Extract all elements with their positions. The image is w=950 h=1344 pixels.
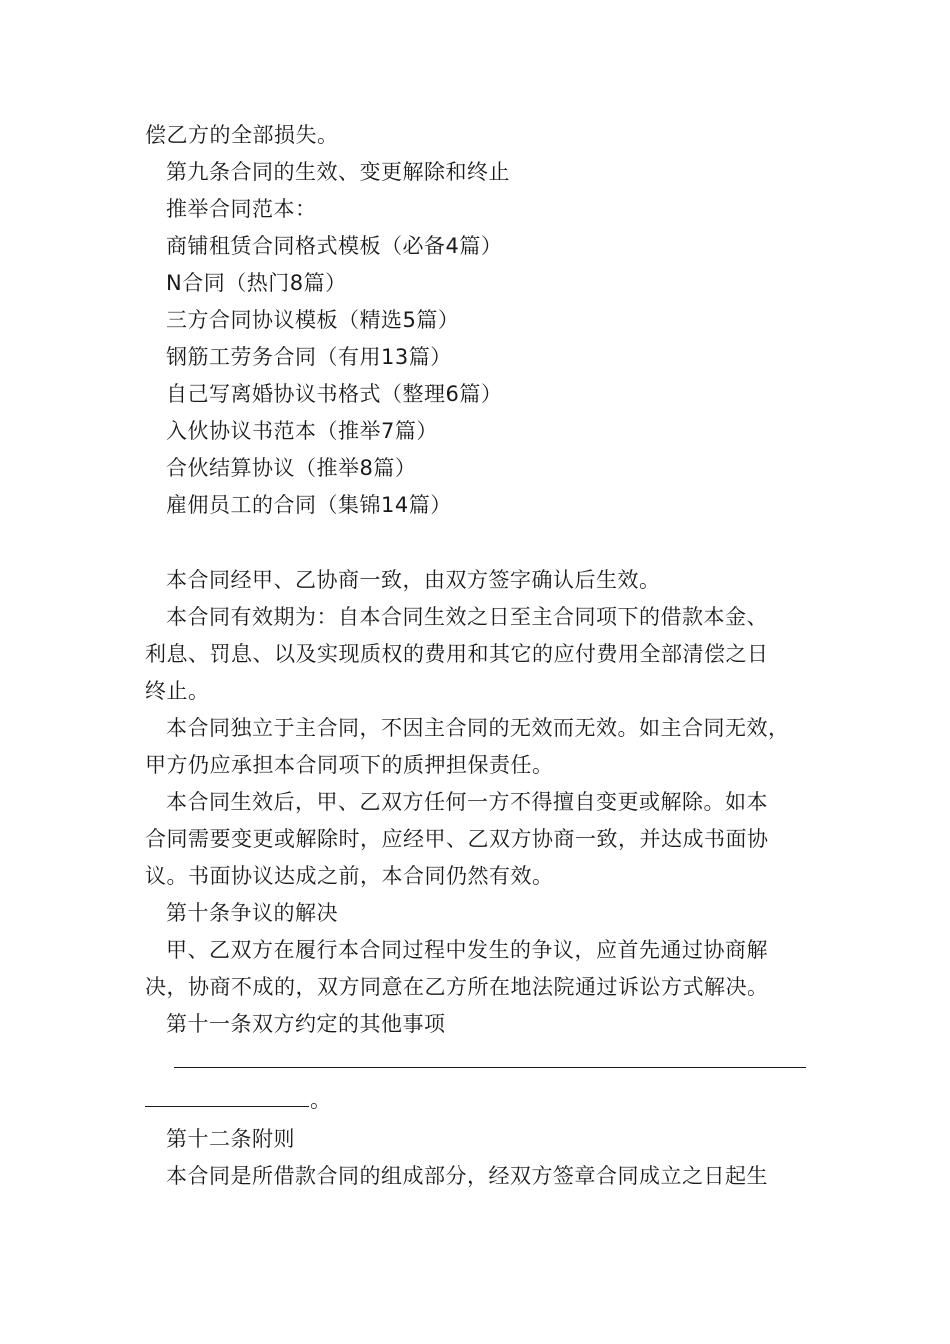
- recommend-item: 商铺租赁合同格式模板（必备4篇）: [166, 234, 503, 258]
- recommend-item: 合伙结算协议（推举8篇）: [166, 456, 417, 480]
- article-12-heading: 第十二条附则: [166, 1127, 295, 1151]
- paragraph-line: 决，协商不成的，双方同意在乙方所在地法院通过诉讼方式解决。: [145, 975, 769, 999]
- recommend-item: 自己写离婚协议书格式（整理6篇）: [166, 382, 503, 406]
- blank-fill-line: [145, 1106, 309, 1107]
- article-11-heading: 第十一条双方约定的其他事项: [166, 1012, 446, 1036]
- recommend-item: 三方合同协议模板（精选5篇）: [166, 308, 460, 332]
- paragraph-line: 本合同独立于主合同，不因主合同的无效而无效。如主合同无效，: [166, 716, 790, 740]
- paragraph-line: 终止。: [145, 679, 210, 703]
- recommend-item: 钢筋工劳务合同（有用13篇）: [166, 345, 452, 369]
- period-mark: 。: [310, 1088, 332, 1112]
- recommend-item: 入伙协议书范本（推举7篇）: [166, 419, 438, 443]
- recommend-item: N合同（热门8篇）: [166, 271, 347, 295]
- paragraph-line: 本合同有效期为：自本合同生效之日至主合同项下的借款本金、: [166, 605, 768, 629]
- paragraph-line: 利息、罚息、以及实现质权的费用和其它的应付费用全部清偿之日: [145, 642, 769, 666]
- paragraph-line: 合同需要变更或解除时，应经甲、乙双方协商一致，并达成书面协: [145, 827, 769, 851]
- paragraph-line: 本合同是所借款合同的组成部分，经双方签章合同成立之日起生: [166, 1164, 768, 1188]
- article-9-heading: 第九条合同的生效、变更解除和终止: [166, 160, 510, 184]
- recommend-heading: 推举合同范本：: [166, 197, 317, 221]
- paragraph-line: 本合同经甲、乙协商一致，由双方签字确认后生效。: [166, 568, 661, 592]
- paragraph-line: 议。书面协议达成之前，本合同仍然有效。: [145, 864, 554, 888]
- paragraph-line: 甲、乙双方在履行本合同过程中发生的争议，应首先通过协商解: [166, 938, 768, 962]
- paragraph-line: 本合同生效后，甲、乙双方任何一方不得擅自变更或解除。如本: [166, 790, 768, 814]
- article-10-heading: 第十条争议的解决: [166, 901, 338, 925]
- paragraph-line: 甲方仍应承担本合同项下的质押担保责任。: [145, 753, 554, 777]
- recommend-item: 雇佣员工的合同（集锦14篇）: [166, 493, 452, 517]
- blank-fill-line: [174, 1067, 806, 1068]
- text-line: 偿乙方的全部损失。: [145, 123, 339, 147]
